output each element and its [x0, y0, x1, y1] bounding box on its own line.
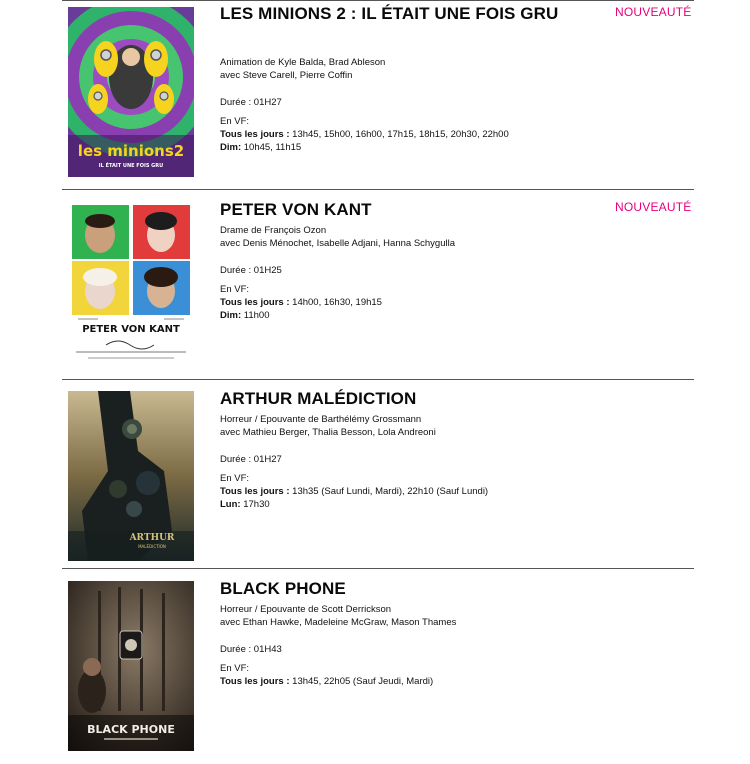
version: En VF:	[220, 284, 250, 295]
movie-info	[220, 200, 690, 322]
schedule-row	[220, 485, 690, 498]
schedule-row	[220, 675, 690, 688]
duration: Durée : 01H27	[220, 97, 282, 108]
version: En VF:	[220, 473, 250, 484]
black-phone-poster-art	[68, 581, 194, 751]
schedule-label: Dim:	[220, 142, 242, 153]
schedule-label: Tous les jours :	[220, 297, 290, 308]
schedule-label: Tous les jours :	[220, 676, 290, 687]
schedule-times: 13h35 (Sauf Lundi, Mardi), 22h10 (Sauf Lundi)	[292, 486, 489, 497]
duration: Durée : 01H27	[220, 454, 282, 465]
version: En VF:	[220, 116, 250, 127]
schedule-times: 13h45, 15h00, 16h00, 17h15, 18h15, 20h30, 22h00	[292, 129, 509, 140]
schedule-label: Tous les jours :	[220, 129, 290, 140]
cast: avec Mathieu Berger, Thalia Besson, Lola Andreoni	[220, 427, 436, 438]
movie-poster[interactable]	[68, 7, 194, 177]
movie-title[interactable]: ARTHUR MALÉDICTION	[220, 389, 417, 408]
movie-poster[interactable]	[68, 201, 194, 371]
schedule-label: Lun:	[220, 499, 241, 510]
svg-text:IL ÉTAIT UNE FOIS GRU: IL ÉTAIT UNE FOIS GRU	[98, 163, 164, 169]
duration: Durée : 01H25	[220, 265, 282, 276]
version: En VF:	[220, 663, 250, 674]
schedule-row	[220, 309, 690, 322]
separator-top	[62, 0, 694, 1]
schedule-times: 13h45, 22h05 (Sauf Jeudi, Mardi)	[292, 676, 434, 687]
movie-poster[interactable]	[68, 391, 194, 561]
schedule-row	[220, 128, 690, 141]
genre-director: Animation de Kyle Balda, Brad Ableson	[220, 57, 386, 68]
genre-director: Drame de François Ozon	[220, 225, 327, 236]
schedule-row	[220, 141, 690, 154]
schedule-row	[220, 296, 690, 309]
cast: avec Steve Carell, Pierre Coffin	[220, 70, 353, 81]
svg-text:MALÉDICTION: MALÉDICTION	[138, 544, 166, 549]
genre-director: Horreur / Epouvante de Scott Derrickson	[220, 604, 392, 615]
svg-text:ARTHUR: ARTHUR	[129, 533, 175, 543]
arthur-poster-art	[68, 391, 194, 561]
peter-von-kant-poster-art	[68, 201, 194, 371]
movie-info	[220, 4, 690, 154]
new-release-badge: NOUVEAUTÉ	[615, 5, 692, 19]
schedule-label: Dim:	[220, 310, 242, 321]
genre-director: Horreur / Epouvante de Barthélémy Grossmann	[220, 414, 422, 425]
schedule-times: 10h45, 11h15	[243, 142, 302, 153]
cast: avec Ethan Hawke, Madeleine McGraw, Mason Thames	[220, 617, 457, 628]
schedule-times: 14h00, 16h30, 19h15	[292, 297, 382, 308]
cast: avec Denis Ménochet, Isabelle Adjani, Hanna Schygulla	[220, 238, 456, 249]
schedule-times: 11h00	[243, 310, 270, 321]
schedule-row	[220, 498, 690, 511]
separator-2	[62, 379, 694, 380]
svg-text:BLACK PHONE: BLACK PHONE	[87, 723, 175, 736]
schedule-label: Tous les jours :	[220, 486, 290, 497]
movie-title[interactable]: PETER VON KANT	[220, 200, 372, 219]
svg-text:les minions2: les minions2	[77, 142, 185, 160]
schedule-times: 17h30	[243, 499, 270, 510]
separator-3	[62, 568, 694, 569]
new-release-badge: NOUVEAUTÉ	[615, 200, 692, 214]
separator-1	[62, 189, 694, 190]
movie-info	[220, 579, 690, 688]
minions-poster-art	[68, 7, 194, 177]
movie-title[interactable]: LES MINIONS 2 : IL ÉTAIT UNE FOIS GRU	[220, 4, 559, 23]
svg-text:PETER VON KANT: PETER VON KANT	[82, 324, 180, 335]
duration: Durée : 01H43	[220, 644, 282, 655]
movie-poster[interactable]	[68, 581, 194, 751]
movie-title[interactable]: BLACK PHONE	[220, 579, 346, 598]
movie-info	[220, 389, 690, 511]
